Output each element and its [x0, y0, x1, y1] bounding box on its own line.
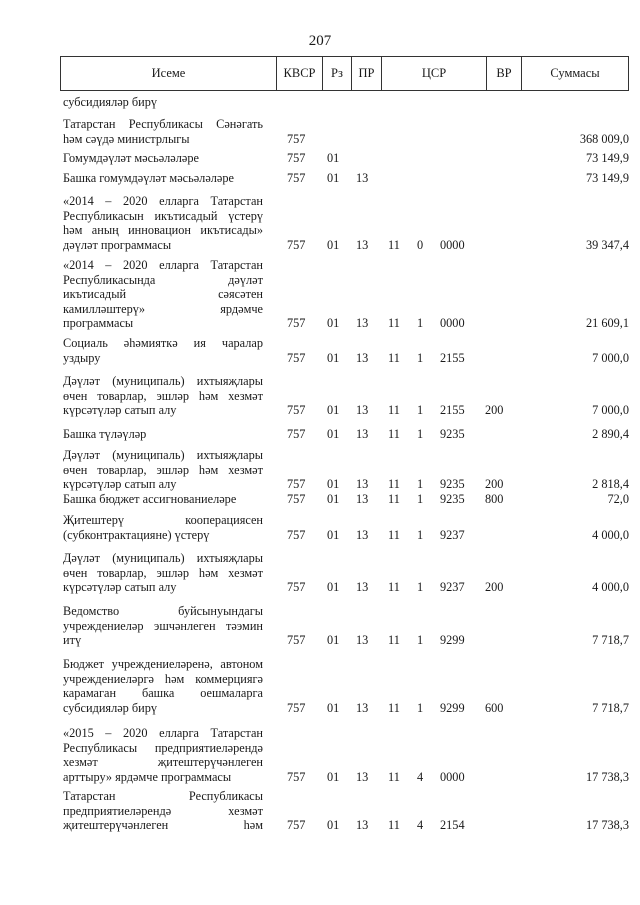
cell-prog: 11 [388, 527, 400, 542]
row-name [63, 448, 263, 492]
cell-sum: 73 149,9 [585, 151, 629, 165]
row-name [63, 151, 263, 166]
cell-prog: 11 [388, 633, 400, 648]
row-name-line: Ведомство буйсынуындагы [63, 604, 263, 618]
cell-pr: 13 [356, 171, 369, 185]
cell-code: 0000 [440, 316, 465, 331]
row-name-line: Дәүләт (муниципаль) ихтыяҗлары [63, 374, 263, 388]
cell-kvsr: 757 [287, 477, 306, 492]
row-name-line: программасы [63, 316, 134, 331]
cell-rz: 01 [327, 492, 340, 506]
cell-kvsr: 757 [287, 237, 306, 252]
cell-rz: 01 [327, 350, 340, 365]
cell-pr: 13 [356, 492, 369, 506]
cell-kvsr: 757 [287, 700, 306, 715]
row-name-line: Бюджет учреждениеләренә, автоном [63, 657, 263, 671]
row-name-line: икътисадый сәясәтен [63, 287, 263, 302]
cell-code: 9299 [440, 633, 465, 648]
row-name-line: Республикасы предприятиеләрендә [63, 740, 263, 755]
cell-sum: 17 738,3 [585, 818, 629, 833]
row-name [63, 95, 263, 110]
cell-sum: 7 718,7 [592, 633, 629, 648]
cell-sum: 17 738,3 [585, 769, 629, 784]
row-name-line: Башка бюджет ассигнованиеләре [63, 492, 237, 506]
cell-kvsr: 757 [287, 350, 306, 365]
row-name [63, 258, 263, 331]
row-name [63, 374, 263, 418]
row-name-line: (субконтрактацияне) үстерү [63, 527, 210, 542]
cell-kvsr: 757 [287, 492, 306, 506]
cell-sum: 21 609,1 [585, 316, 629, 331]
row-name-line: күрсәтүләр сатып алу [63, 403, 177, 418]
cell-sum: 7 000,0 [592, 403, 629, 418]
cell-sub: 1 [417, 527, 424, 542]
cell-sub: 1 [417, 350, 424, 365]
row-name-line: Татарстан Республикасы [63, 789, 263, 803]
cell-rz: 01 [327, 818, 340, 833]
row-name [63, 657, 263, 715]
cell-rz: 01 [327, 403, 340, 418]
cell-kvsr: 757 [287, 131, 306, 146]
row-name-line: «2015 – 2020 елларга Татарстан [63, 726, 263, 740]
cell-pr: 13 [356, 427, 369, 441]
cell-sub: 1 [417, 427, 424, 441]
cell-prog: 11 [388, 350, 400, 365]
header-kvsr: КВСР [277, 57, 323, 91]
cell-sub: 1 [417, 580, 424, 595]
cell-kvsr: 757 [287, 171, 306, 185]
cell-rz: 01 [327, 171, 340, 185]
cell-rz: 01 [327, 427, 340, 441]
cell-vr: 600 [485, 700, 504, 715]
cell-sum: 7 000,0 [592, 350, 629, 365]
row-name [63, 604, 263, 648]
header-vr: ВР [487, 57, 522, 91]
row-name-line: Татарстан Республикасы Сәнәгать [63, 117, 263, 131]
cell-code: 2154 [440, 818, 465, 833]
cell-prog: 11 [388, 316, 400, 331]
row-name-line: күрсәтүләр сатып алу [63, 580, 177, 595]
cell-pr: 13 [356, 527, 369, 542]
row-name-line: итү [63, 633, 82, 648]
cell-rz: 01 [327, 237, 340, 252]
cell-vr: 200 [485, 403, 504, 418]
row-name-line: «2014 – 2020 елларга Татарстан [63, 258, 263, 272]
row-name [63, 551, 263, 595]
cell-sub: 0 [417, 237, 424, 252]
cell-sub: 4 [417, 818, 424, 833]
cell-code: 9235 [440, 427, 465, 441]
cell-rz: 01 [327, 477, 340, 492]
row-name-line: уздыру [63, 350, 101, 365]
row-name [63, 336, 263, 365]
cell-vr: 200 [485, 477, 504, 492]
cell-pr: 13 [356, 633, 369, 648]
cell-prog: 11 [388, 477, 400, 492]
row-name-line: җитештерүчәнлеген һәм [63, 818, 263, 833]
cell-sub: 4 [417, 769, 424, 784]
cell-code: 9237 [440, 527, 465, 542]
row-name-line: өчен товарлар, эшләр һәм хезмәт [63, 565, 263, 580]
header-name: Исеме [61, 57, 277, 91]
cell-sum: 39 347,4 [585, 237, 629, 252]
cell-kvsr: 757 [287, 633, 306, 648]
cell-rz: 01 [327, 527, 340, 542]
cell-pr: 13 [356, 316, 369, 331]
cell-code: 0000 [440, 769, 465, 784]
cell-vr: 800 [485, 492, 504, 506]
row-name-line: Дәүләт (муниципаль) ихтыяҗлары [63, 448, 263, 462]
row-name-line: учреждениеләргә һәм коммерциягә [63, 671, 263, 686]
row-name [63, 513, 263, 542]
cell-prog: 11 [388, 492, 400, 506]
row-name-line: «2014 – 2020 елларга Татарстан [63, 194, 263, 208]
cell-pr: 13 [356, 580, 369, 595]
row-name-line: өчен товарлар, эшләр һәм хезмәт [63, 388, 263, 403]
row-name-line: Җитештерү кооперациясен [63, 513, 263, 527]
cell-rz: 01 [327, 580, 340, 595]
header-sum: Суммасы [522, 57, 629, 91]
row-name-line: предприятиеләрендә хезмәт [63, 803, 263, 818]
row-name-line: Дәүләт (муниципаль) ихтыяҗлары [63, 551, 263, 565]
cell-sum: 2 890,4 [592, 427, 629, 441]
cell-kvsr: 757 [287, 527, 306, 542]
cell-sum: 2 818,4 [592, 477, 629, 492]
header-csr: ЦСР [382, 57, 487, 91]
page-number: 207 [308, 33, 332, 49]
cell-pr: 13 [356, 237, 369, 252]
cell-rz: 01 [327, 316, 340, 331]
cell-kvsr: 757 [287, 316, 306, 331]
cell-rz: 01 [327, 633, 340, 648]
row-name [63, 789, 263, 833]
cell-code: 9299 [440, 700, 465, 715]
cell-vr: 200 [485, 580, 504, 595]
cell-prog: 11 [388, 237, 400, 252]
cell-prog: 11 [388, 700, 400, 715]
row-name-line: күрсәтүләр сатып алу [63, 477, 177, 492]
cell-pr: 13 [356, 700, 369, 715]
cell-kvsr: 757 [287, 818, 306, 833]
cell-pr: 13 [356, 477, 369, 492]
row-name-line: һәм аның инновацион икътисады» [63, 223, 263, 238]
cell-code: 9235 [440, 492, 465, 506]
row-name-line: дәүләт программасы [63, 237, 172, 252]
header-rz: Рз [323, 57, 352, 91]
cell-kvsr: 757 [287, 403, 306, 418]
cell-sum: 73 149,9 [585, 171, 629, 185]
row-name-line: Республикасында дәүләт [63, 272, 263, 287]
cell-rz: 01 [327, 700, 340, 715]
cell-code: 9237 [440, 580, 465, 595]
row-name-line: субсидияләр бирү [63, 95, 158, 109]
cell-sum: 4 000,0 [592, 527, 629, 542]
cell-rz: 01 [327, 151, 340, 165]
row-name-line: Башка гомумдәүләт мәсьәләләре [63, 171, 234, 185]
cell-pr: 13 [356, 403, 369, 418]
row-name [63, 492, 263, 507]
header-pr: ПР [352, 57, 382, 91]
cell-rz: 01 [327, 769, 340, 784]
row-name [63, 194, 263, 252]
row-name-line: карамаган башка оешмаларга [63, 686, 263, 701]
cell-kvsr: 757 [287, 580, 306, 595]
cell-sum: 4 000,0 [592, 580, 629, 595]
cell-sub: 1 [417, 316, 424, 331]
cell-prog: 11 [388, 403, 400, 418]
cell-sub: 1 [417, 492, 424, 506]
row-name-line: субсидияләр бирү [63, 700, 158, 715]
cell-prog: 11 [388, 818, 400, 833]
cell-pr: 13 [356, 350, 369, 365]
cell-prog: 11 [388, 769, 400, 784]
cell-code: 0000 [440, 237, 465, 252]
row-name-line: Социаль әһәмияткә ия чаралар [63, 336, 263, 350]
cell-sum: 72,0 [607, 492, 629, 506]
cell-prog: 11 [388, 427, 400, 441]
row-name [63, 171, 263, 186]
row-name-line: һәм сәүдә министрлыгы [63, 131, 190, 146]
row-name-line: учреждениеләр эшчәнлеген тәэмин [63, 618, 263, 633]
table-header [60, 56, 629, 91]
cell-sub: 1 [417, 477, 424, 492]
row-name-line: камилләштерү» ярдәмче [63, 301, 263, 316]
cell-code: 9235 [440, 477, 465, 492]
row-name [63, 117, 263, 146]
cell-kvsr: 757 [287, 151, 306, 165]
cell-code: 2155 [440, 350, 465, 365]
cell-sub: 1 [417, 700, 424, 715]
cell-code: 2155 [440, 403, 465, 418]
cell-kvsr: 757 [287, 769, 306, 784]
row-name-line: Республикасын икътисадый үстерү [63, 208, 263, 223]
row-name-line: өчен товарлар, эшләр һәм хезмәт [63, 462, 263, 477]
cell-pr: 13 [356, 769, 369, 784]
cell-prog: 11 [388, 580, 400, 595]
row-name-line: Гомумдәүләт мәсьәләләре [63, 151, 199, 165]
cell-sub: 1 [417, 403, 424, 418]
row-name-line: Башка түләүләр [63, 427, 147, 441]
cell-sub: 1 [417, 633, 424, 648]
row-name-line: хезмәт җитештерүчәнлеген [63, 755, 263, 770]
cell-kvsr: 757 [287, 427, 306, 441]
row-name-line: арттыру» ярдәмче программасы [63, 769, 232, 784]
cell-sum: 368 009,0 [579, 131, 629, 146]
row-name [63, 427, 263, 442]
row-name [63, 726, 263, 784]
cell-pr: 13 [356, 818, 369, 833]
cell-sum: 7 718,7 [592, 700, 629, 715]
